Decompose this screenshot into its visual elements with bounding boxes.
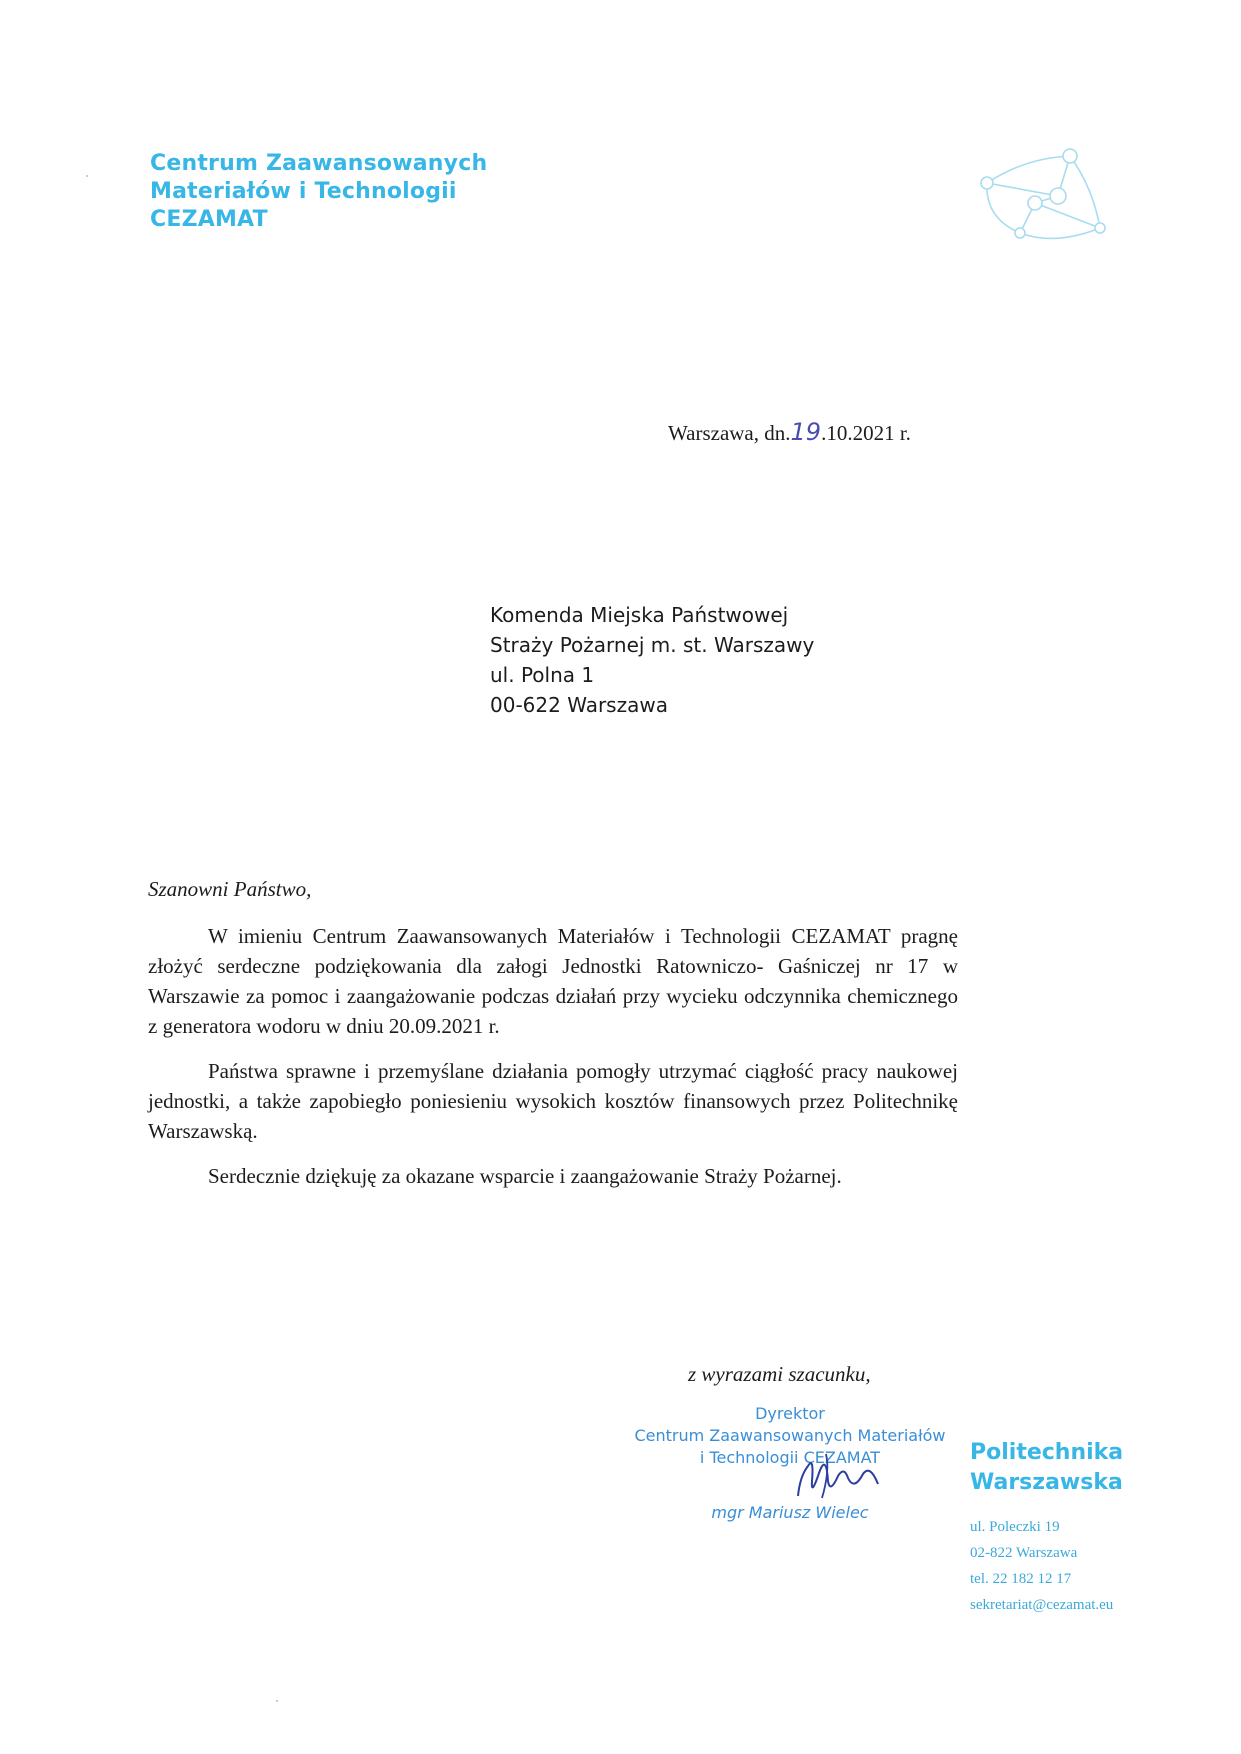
scan-speck [86, 175, 88, 177]
stamp-line: i Technologii CEZAMAT [699, 1448, 881, 1467]
date-prefix: Warszawa, dn. [668, 421, 791, 445]
organization-name-line-3: CEZAMAT [150, 207, 268, 232]
university-name-line: Warszawska [970, 1470, 1123, 1495]
addressee-line: ul. Polna 1 [490, 663, 595, 687]
contact-email: sekretariat@cezamat.eu [970, 1597, 1114, 1613]
addressee-line: Komenda Miejska Państwowej [490, 603, 789, 627]
stamp-line: Centrum Zaawansowanych Materiałów [634, 1426, 946, 1445]
contact-phone: tel. 22 182 12 17 [970, 1571, 1072, 1587]
addressee-line: 00-622 Warszawa [490, 693, 668, 717]
date-suffix: .10.2021 r. [821, 421, 911, 445]
contact-block [970, 1514, 1113, 1618]
date-day-handwritten: 19 [790, 418, 822, 446]
contact-city: 02-822 Warszawa [970, 1545, 1078, 1561]
body-paragraph: W imieniu Centrum Zaawansowanych Materiałów i Technologii CEZAMAT pragnę złożyć serdeczne podziękowania dla załogi Jednostki Ratowniczo- Gaśniczej nr 17 w Warszawie za pomoc i zaangażowanie podczas działań przy wycieku odczynnika chemicznego z generatora wodoru w dniu 20.09.2021 r. [148, 924, 958, 1038]
addressee-line: Straży Pożarnej m. st. Warszawy [490, 633, 815, 657]
organization-name-line-2: Materiałów i Technologii [150, 179, 457, 204]
addressee-block [490, 600, 814, 720]
university-name [970, 1438, 1123, 1498]
body-paragraph: Serdecznie dziękuję za okazane wsparcie i zaangażowanie Straży Pożarnej. [208, 1164, 842, 1188]
salutation: Szanowni Państwo, [148, 877, 312, 901]
body-paragraph: Państwa sprawne i przemyślane działania pomogły utrzymać ciągłość pracy naukowej jednostki, a także zapobiegło poniesieniu wysokich kosztów finansowych przez Politechnikę Warszawską. [148, 1059, 958, 1143]
contact-street: ul. Poleczki 19 [970, 1519, 1060, 1535]
stamp-title: Dyrektor [755, 1404, 825, 1423]
closing-phrase: z wyrazami szacunku, [688, 1362, 871, 1386]
letter-date [668, 418, 911, 446]
molecule-logo-icon [975, 148, 1125, 253]
letter-body [148, 921, 958, 1206]
signer-name: mgr Mariusz Wielec [711, 1503, 869, 1522]
handwritten-signature [778, 1436, 898, 1506]
organization-name-line-1: Centrum Zaawansowanych [150, 151, 488, 176]
scan-speck [276, 1700, 278, 1702]
organization-name [150, 150, 487, 234]
university-name-line: Politechnika [970, 1440, 1124, 1465]
